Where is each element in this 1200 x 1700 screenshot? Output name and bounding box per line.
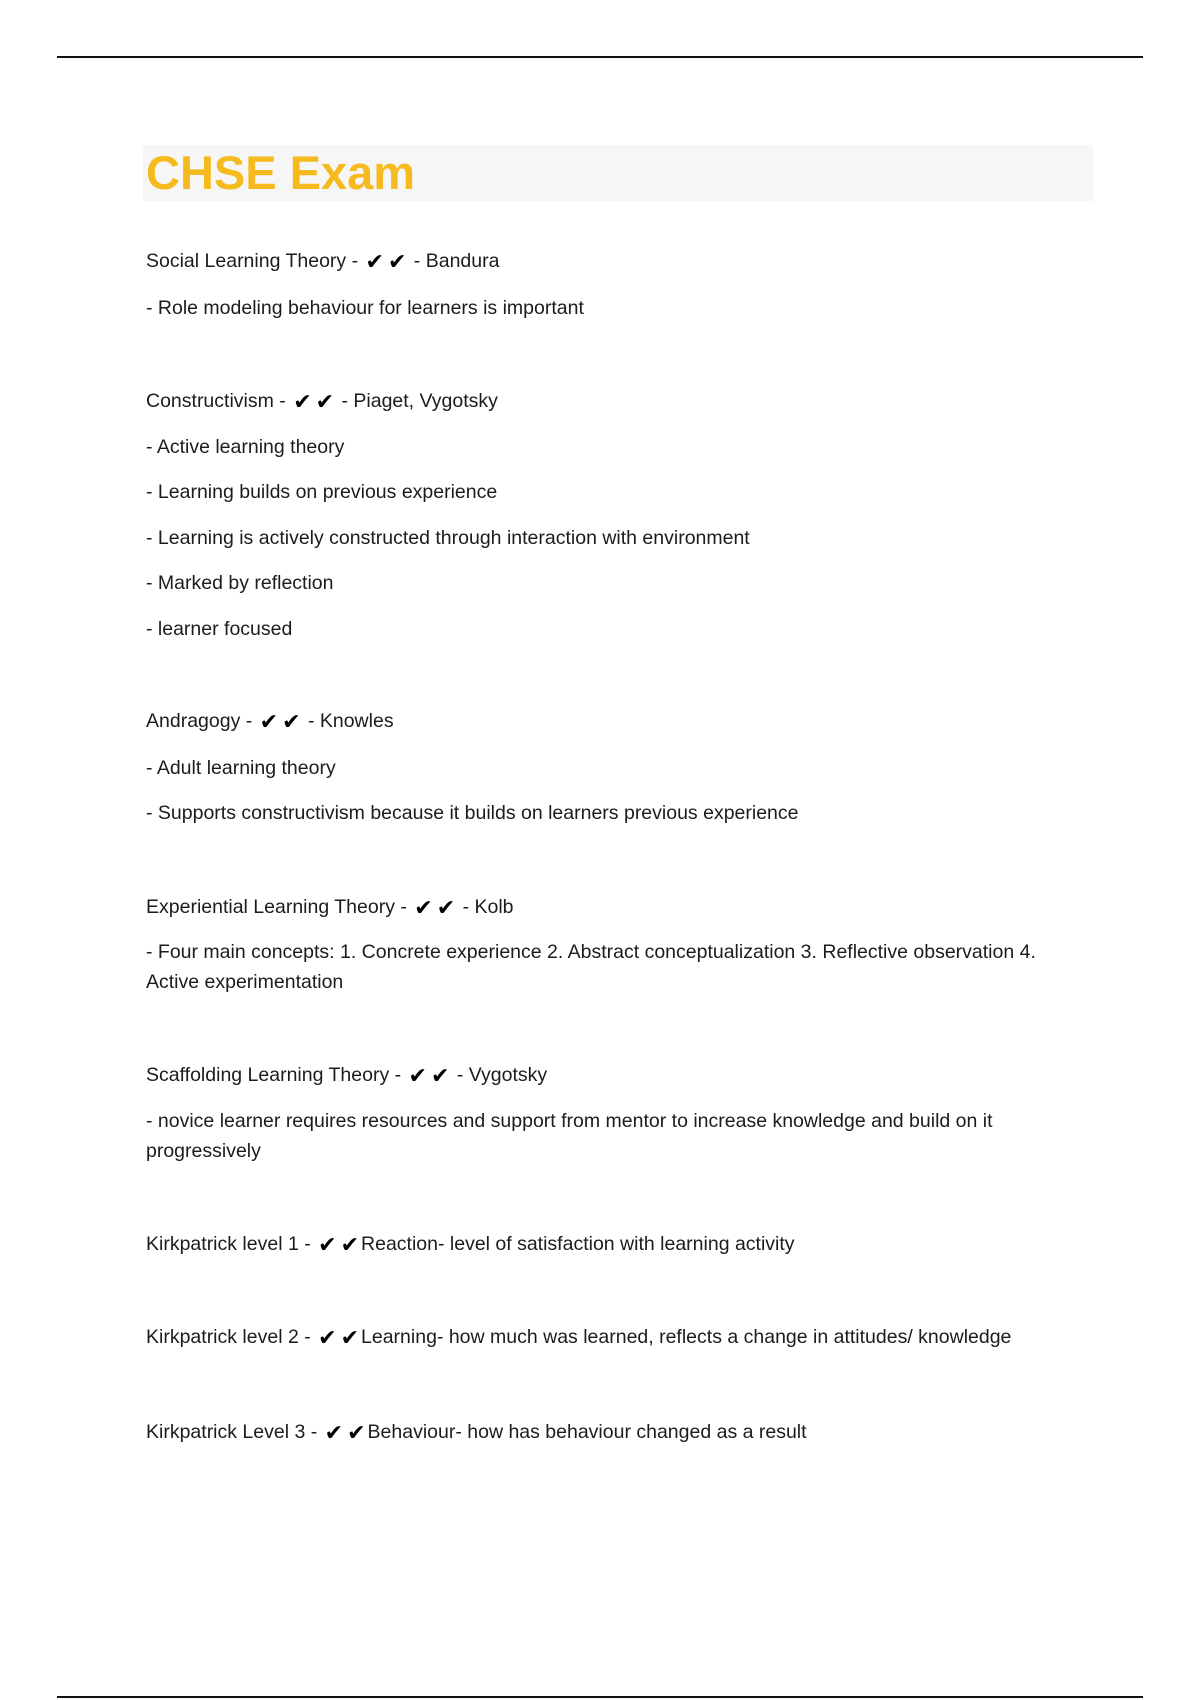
entry-note: - Active learning theory	[146, 436, 345, 458]
check-icon: ✔	[347, 1421, 366, 1446]
check-icon: ✔	[293, 390, 312, 415]
entry-heading	[146, 892, 1086, 922]
check-icon: ✔	[318, 1326, 337, 1351]
entry-note: - Learning is actively constructed through interaction with environment	[146, 527, 750, 549]
entry-answer: - Kolb	[457, 896, 514, 918]
entry-heading	[146, 1417, 1086, 1447]
entry-heading	[146, 1322, 1086, 1352]
entry-heading	[146, 386, 1086, 416]
check-icon: ✔	[259, 710, 279, 735]
document-title: CHSE Exam	[146, 146, 416, 199]
entry-term: Social Learning Theory -	[146, 250, 364, 272]
check-icon: ✔	[340, 1326, 360, 1351]
check-icon: ✔	[414, 896, 433, 921]
entry-heading	[146, 706, 1086, 736]
check-icon: ✔	[324, 1421, 344, 1446]
entry-term: Kirkpatrick level 1 -	[146, 1233, 317, 1255]
check-icon: ✔	[315, 390, 335, 415]
entry-term: Scaffolding Learning Theory -	[146, 1064, 407, 1086]
entry-term: Experiential Learning Theory -	[146, 896, 413, 918]
entry-term: Andragogy -	[146, 710, 258, 732]
entry-answer: Reaction- level of satisfaction with learning activity	[361, 1233, 795, 1255]
entry-answer: Learning- how much was learned, reflects a change in attitudes/ knowledge	[361, 1326, 1012, 1348]
entry-heading	[146, 1060, 1086, 1090]
check-icon: ✔	[340, 1233, 360, 1258]
entry-note: - Supports constructivism because it builds on learners previous experience	[146, 802, 799, 824]
check-icon: ✔	[318, 1233, 337, 1258]
entry-note: - Marked by reflection	[146, 572, 334, 594]
check-icon: ✔	[430, 1064, 450, 1089]
entry-term: Kirkpatrick Level 3 -	[146, 1421, 323, 1443]
entry-heading	[146, 1229, 1086, 1259]
check-icon: ✔	[365, 250, 384, 275]
check-icon: ✔	[387, 250, 407, 275]
entry-note: - Adult learning theory	[146, 757, 336, 779]
check-icon: ✔	[436, 896, 456, 921]
entry-answer: - Knowles	[302, 710, 394, 732]
entry-note: - learner focused	[146, 618, 293, 640]
entry-note: - Role modeling behaviour for learners is important	[146, 297, 584, 319]
entry-note: - Four main concepts: 1. Concrete experience 2. Abstract conceptualization 3. Reflective observation 4. Active experimentation	[146, 941, 1036, 993]
check-icon: ✔	[408, 1064, 427, 1089]
entry-answer: - Vygotsky	[451, 1064, 548, 1086]
check-icon: ✔	[282, 710, 301, 735]
entry-note: - novice learner requires resources and support from mentor to increase knowledge and build on it progressively	[146, 1110, 993, 1162]
entry-answer: - Piaget, Vygotsky	[336, 390, 498, 412]
bottom-rule	[57, 1696, 1143, 1698]
entry-note: - Learning builds on previous experience	[146, 481, 498, 503]
entry-answer: Behaviour- how has behaviour changed as a result	[367, 1421, 807, 1443]
entry-heading	[146, 246, 1086, 276]
entry-term: Kirkpatrick level 2 -	[146, 1326, 317, 1348]
entry-term: Constructivism -	[146, 390, 292, 412]
entry-answer: - Bandura	[408, 250, 500, 272]
top-rule	[57, 56, 1143, 58]
